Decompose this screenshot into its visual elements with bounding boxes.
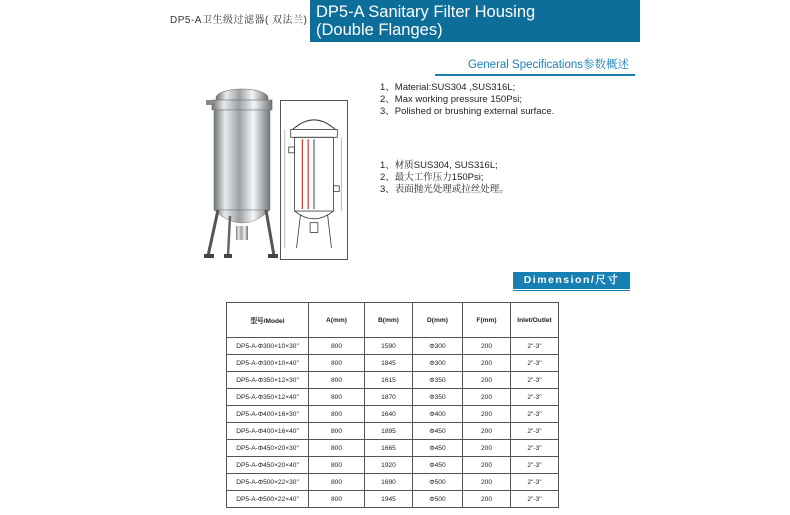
cell-a: 800	[309, 457, 365, 474]
cell-f: 200	[463, 338, 511, 355]
spec-item: 1、Material:SUS304 ,SUS316L;	[380, 82, 516, 93]
cell-inlet-outlet: 2"-3"	[511, 406, 559, 423]
cell-inlet-outlet: 2"-3"	[511, 338, 559, 355]
cell-d: Φ300	[413, 338, 463, 355]
en-title-line1: DP5-A Sanitary Filter Housing	[316, 3, 536, 21]
spec-list-chinese	[380, 160, 509, 196]
spec-heading: General Specifications参数概述	[467, 59, 629, 71]
product-photo-image	[200, 86, 280, 262]
cell-f: 200	[463, 423, 511, 440]
dimension-table	[226, 302, 559, 508]
cell-inlet-outlet: 2"-3"	[511, 474, 559, 491]
table-row	[227, 389, 559, 406]
spec-section-header	[435, 56, 635, 72]
header-a: A(mm)	[309, 303, 365, 338]
header-b: B(mm)	[365, 303, 413, 338]
cell-model: DP5-A-Φ500×22×40"	[227, 491, 309, 508]
cell-d: Φ450	[413, 440, 463, 457]
table-row	[227, 474, 559, 491]
cell-f: 200	[463, 491, 511, 508]
header-f: F(mm)	[463, 303, 511, 338]
cell-model: DP5-A-Φ400×16×30"	[227, 406, 309, 423]
cell-d: Φ400	[413, 406, 463, 423]
cell-model: DP5-A-Φ350×12×30"	[227, 372, 309, 389]
cell-a: 800	[309, 372, 365, 389]
cell-b: 1690	[365, 474, 413, 491]
cell-a: 800	[309, 338, 365, 355]
table-row	[227, 423, 559, 440]
cell-model: DP5-A-Φ400×16×40"	[227, 423, 309, 440]
spec-item: 1、材质SUS304, SUS316L;	[380, 160, 498, 171]
cell-inlet-outlet: 2"-3"	[511, 423, 559, 440]
cell-a: 800	[309, 474, 365, 491]
table-row	[227, 491, 559, 508]
header-model: 型号/Model	[227, 303, 309, 338]
cell-inlet-outlet: 2"-3"	[511, 440, 559, 457]
cell-d: Φ350	[413, 389, 463, 406]
cell-d: Φ500	[413, 474, 463, 491]
cell-a: 800	[309, 423, 365, 440]
cell-inlet-outlet: 2"-3"	[511, 389, 559, 406]
cell-model: DP5-A-Φ300×10×40"	[227, 355, 309, 372]
spec-list-english	[380, 82, 554, 118]
table-header-row	[227, 303, 559, 338]
cell-inlet-outlet: 2"-3"	[511, 372, 559, 389]
dimension-heading-rule	[513, 290, 630, 291]
cell-b: 1590	[365, 338, 413, 355]
cell-a: 800	[309, 491, 365, 508]
spec-heading-rule	[435, 74, 635, 76]
table-row	[227, 338, 559, 355]
header-inlet-outlet: Inlet/Outlet	[511, 303, 559, 338]
dimension-heading-bar: Dimension/尺寸	[513, 272, 630, 289]
cell-f: 200	[463, 355, 511, 372]
cell-model: DP5-A-Φ350×12×40"	[227, 389, 309, 406]
en-title-line2: (Double Flanges)	[316, 21, 443, 39]
cell-model: DP5-A-Φ450×20×30"	[227, 440, 309, 457]
cell-d: Φ450	[413, 457, 463, 474]
cell-model: DP5-A-Φ500×22×30"	[227, 474, 309, 491]
cell-f: 200	[463, 474, 511, 491]
cell-a: 800	[309, 355, 365, 372]
cell-f: 200	[463, 389, 511, 406]
cn-product-title: DP5-A卫生级过滤器( 双法兰)	[170, 15, 308, 26]
en-title-banner	[310, 0, 640, 42]
cell-d: Φ450	[413, 423, 463, 440]
cell-f: 200	[463, 406, 511, 423]
header-d: D(mm)	[413, 303, 463, 338]
cell-b: 1615	[365, 372, 413, 389]
spec-item: 3、表面抛光处理或拉丝处理。	[380, 184, 509, 195]
cell-d: Φ500	[413, 491, 463, 508]
cell-b: 1640	[365, 406, 413, 423]
cell-b: 1895	[365, 423, 413, 440]
cell-a: 800	[309, 406, 365, 423]
spec-item: 2、Max working pressure 150Psi;	[380, 94, 523, 105]
cell-model: DP5-A-Φ450×20×40"	[227, 457, 309, 474]
table-row	[227, 372, 559, 389]
table-row	[227, 457, 559, 474]
table-row	[227, 355, 559, 372]
spec-item: 2、最大工作压力150Psi;	[380, 172, 484, 183]
cell-inlet-outlet: 2"-3"	[511, 491, 559, 508]
cell-b: 1870	[365, 389, 413, 406]
cell-d: Φ300	[413, 355, 463, 372]
cell-inlet-outlet: 2"-3"	[511, 355, 559, 372]
table-row	[227, 406, 559, 423]
cell-inlet-outlet: 2"-3"	[511, 457, 559, 474]
cell-b: 1665	[365, 440, 413, 457]
cell-d: Φ350	[413, 372, 463, 389]
cell-f: 200	[463, 372, 511, 389]
cell-a: 800	[309, 389, 365, 406]
cell-b: 1845	[365, 355, 413, 372]
table-row	[227, 440, 559, 457]
technical-drawing-image	[280, 100, 348, 260]
cell-f: 200	[463, 457, 511, 474]
cell-b: 1920	[365, 457, 413, 474]
cell-a: 800	[309, 440, 365, 457]
cell-model: DP5-A-Φ300×10×30"	[227, 338, 309, 355]
cell-b: 1945	[365, 491, 413, 508]
cell-f: 200	[463, 440, 511, 457]
spec-item: 3、Polished or brushing external surface.	[380, 106, 555, 117]
